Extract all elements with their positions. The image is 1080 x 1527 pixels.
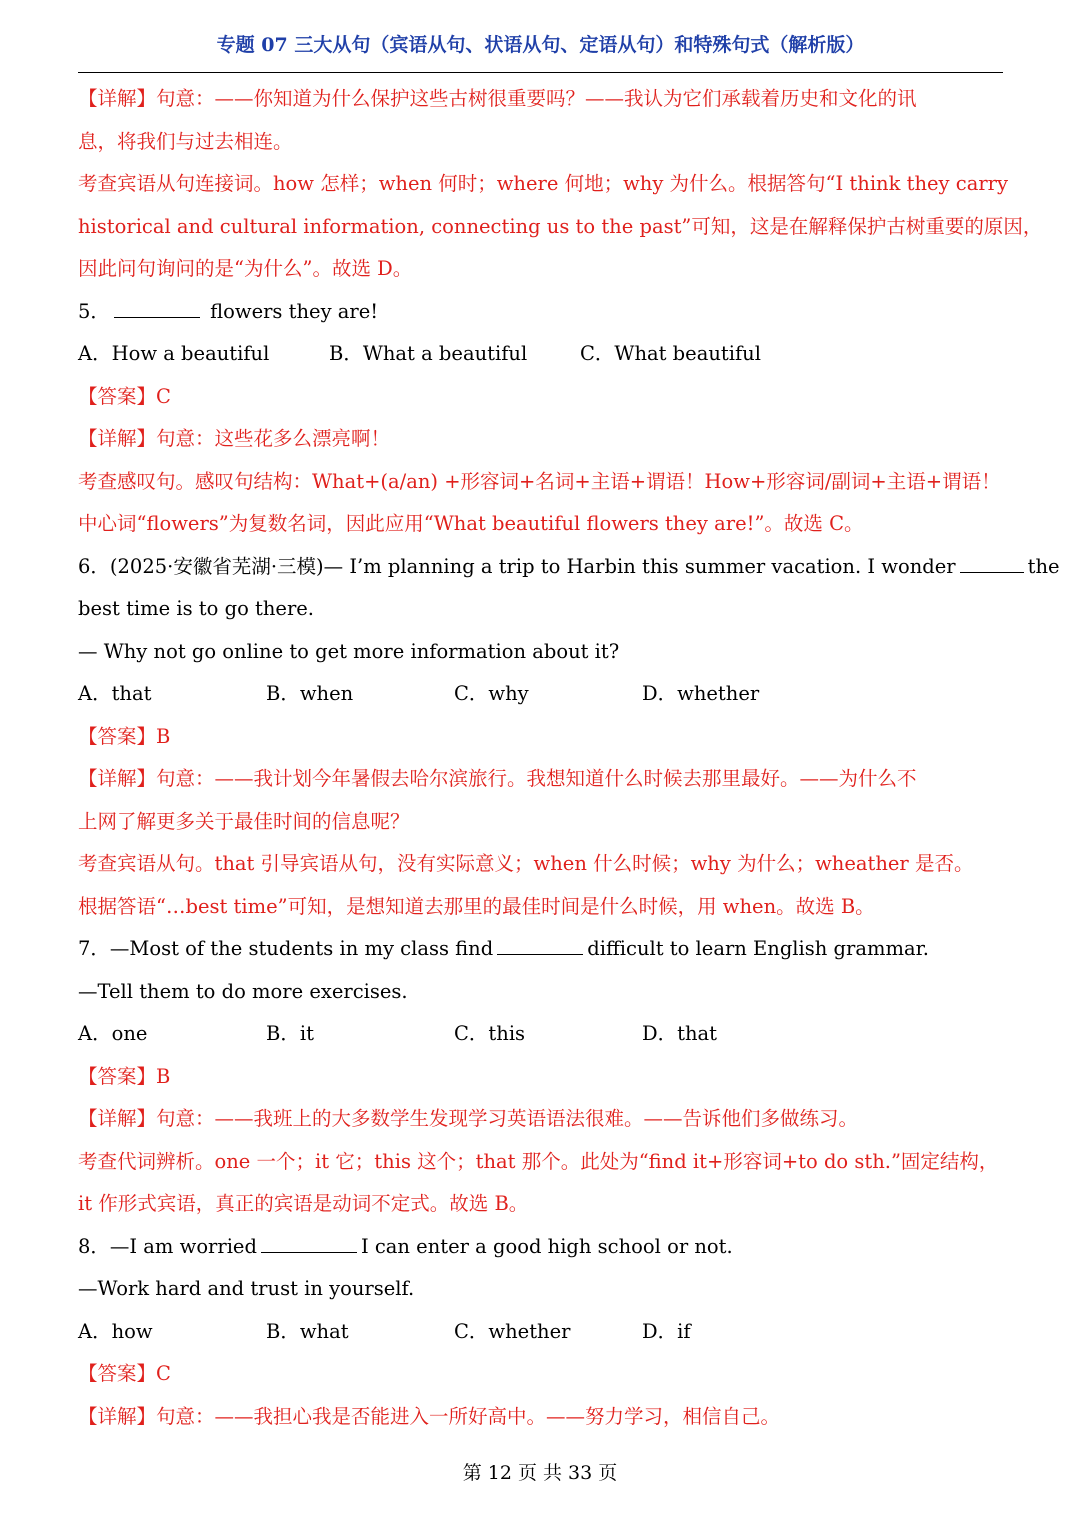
option-d: D．if [642,1319,691,1343]
question-8-stem [78,1226,1003,1269]
explanation-line: 【详解】句意：——你知道为什么保护这些古树很重要吗？——我认为它们承载着历史和文化的讯 [78,87,917,110]
answer-label: 【答案】B [78,724,171,748]
explanation-line: 【详解】句意：——我班上的大多数学生发现学习英语语法很难。——告诉他们多做练习。 [78,1107,859,1130]
question-stem-line: — Why not go online to get more information about it? [78,639,620,663]
question-stem-text: 8．—I am worried [78,1234,257,1258]
analysis-line: 因此问句询问的是“为什么”。故选 D。 [78,257,413,280]
question-stem-line: —Tell them to do more exercises. [78,979,408,1003]
analysis-line: 根据答语“…best time”可知，是想知道去那里的最佳时间是什么时候，用 when。故选 B。 [78,894,875,918]
explanation-line: 息，将我们与过去相连。 [78,129,293,153]
option-c: C．why [454,682,529,705]
analysis-line: 考查感叹句。感叹句结构：What+(a/an) +形容词+名词+主语+谓语！How+形容词/副词+主语+谓语！ [78,469,1001,493]
answer-blank [261,1232,357,1253]
explanation-line: 【详解】句意：——我计划今年暑假去哈尔滨旅行。我想知道什么时候去那里最好。——为什么不 [78,767,917,790]
option-c: C．this [454,1022,526,1045]
header-divider [78,72,1003,73]
option-c: C．What beautiful [580,342,761,365]
question-number: 5． [78,299,110,323]
question-6-stem [78,546,1060,589]
option-b: B．what [266,1319,349,1343]
question-stem-line: —Work hard and trust in yourself. [78,1277,415,1300]
question-5-stem [78,291,1003,334]
question-stem-text: 7．—Most of the students in my class find [78,937,494,960]
option-c: C．whether [454,1319,571,1343]
question-6-options [78,673,1003,716]
document-header-title: 专题 07 三大从句（宾语从句、状语从句、定语从句）和特殊句式（解析版） [216,34,865,56]
question-8-options [78,1311,1003,1354]
option-d: D．that [642,1022,717,1045]
analysis-line: 考查宾语从句连接词。how 怎样；when 何时；where 何地；why 为什么。根据答句“I think they carry [78,172,1008,195]
explanation-line: 【详解】句意：——我担心我是否能进入一所好高中。——努力学习，相信自己。 [78,1404,781,1428]
question-5-options [78,333,1003,376]
analysis-line: 考查宾语从句。that 引导宾语从句，没有实际意义；when 什么时候；why 为什么；wheather 是否。 [78,852,974,875]
question-stem-text: difficult to learn English grammar. [587,937,929,960]
option-a: A．how [78,1319,153,1343]
option-b: B．What a beautiful [329,342,528,365]
question-7-options [78,1013,1003,1056]
answer-blank [497,935,583,956]
option-a: A．that [78,682,152,705]
explanation-line: 上网了解更多关于最佳时间的信息呢？ [78,809,410,833]
question-stem-text: 6．(2025·安徽省芜湖·三模)— I’m planning a trip to Harbin this summer vacation. I wonder [78,554,956,578]
question-stem-text: flowers they are! [210,299,379,323]
explanation-line: 【详解】句意：这些花多么漂亮啊！ [78,427,391,450]
analysis-line: historical and cultural information, connecting us to the past”可知，这是在解释保护古树重要的原因， [78,214,1043,238]
question-7-stem [78,928,1003,971]
question-stem-text: the [1027,554,1060,578]
analysis-line: it 作形式宾语，真正的宾语是动词不定式。故选 B。 [78,1192,529,1215]
answer-label: 【答案】B [78,1064,171,1088]
option-b: B．it [266,1022,314,1045]
answer-label: 【答案】C [78,384,171,408]
answer-blank [114,297,200,318]
page-footer: 第 12 页 共 33 页 [462,1462,618,1484]
question-stem-line: best time is to go there. [78,597,314,620]
document-body [78,78,1060,1438]
option-d: D．whether [642,682,760,705]
option-a: A．one [78,1022,148,1045]
answer-blank [960,552,1024,573]
option-a: A．How a beautiful [78,342,270,365]
answer-label: 【答案】C [78,1362,171,1385]
option-b: B．when [266,682,354,705]
analysis-line: 中心词“flowers”为复数名词，因此应用“What beautiful flowers they are!”。故选 C。 [78,512,864,535]
question-stem-text: I can enter a good high school or not. [360,1234,733,1258]
analysis-line: 考查代词辨析。one 一个；it 它；this 这个；that 那个。此处为“find it+形容词+to do sth.”固定结构， [78,1149,999,1173]
